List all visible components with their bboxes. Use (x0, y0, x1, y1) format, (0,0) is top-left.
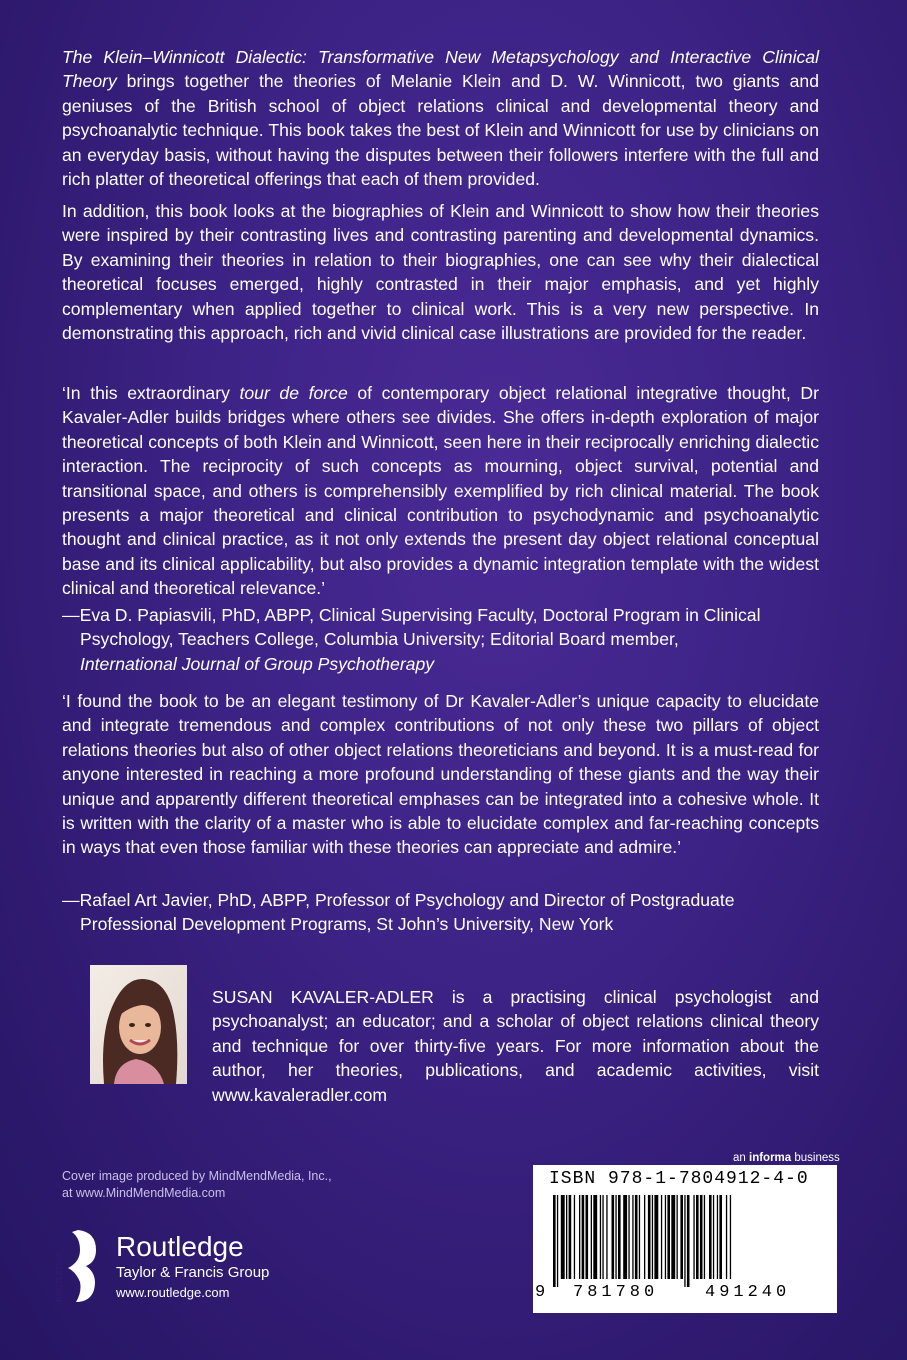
description-paragraph-2 (62, 199, 819, 345)
barcode-digit-group-1: 781780 (573, 1283, 659, 1302)
informa-prefix: an (733, 1152, 749, 1164)
barcode-icon (549, 1195, 825, 1287)
description-paragraph-1 (62, 45, 819, 191)
endorsement-attribution-2 (62, 888, 819, 937)
cover-credit-line-2: at www.MindMendMedia.com (62, 1186, 226, 1200)
publisher-name: Routledge (116, 1231, 244, 1262)
quote2-text: ‘I found the book to be an elegant testimony of Dr Kavaler-Adler’s unique capacity to elucidate and integrate tremendous and complex contributions of not only these two pillars of object relations theories but also of other object relations theoreticians and beyond. It is a must-read for anyone interested in reaching a more profound understanding of these giants and the way their unique and apparently different theoretical emphases can be integrated into a cohesive whole. It is written with the clarity of a master who is able to elucidate complex and far-reaching concepts in ways that even those familiar with these theories can appreciate and admire.’ (62, 691, 819, 858)
quote1-attribution: —Eva D. Papiasvili, PhD, ABPP, Clinical Supervising Faculty, Doctoral Program in Clinical Psychology, Teachers College, Columbia University; Editorial Board member, (62, 605, 761, 650)
publisher-group: Taylor & Francis Group (116, 1264, 270, 1281)
publisher-website: www.routledge.com (116, 1285, 230, 1300)
quote1-before: ‘In this extraordinary (62, 383, 240, 403)
quote1-journal: International Journal of Group Psychotherapy (80, 653, 435, 674)
description-p2-text: In addition, this book looks at the biographies of Klein and Winnicott to show how their theories were inspired by their contrasting lives and contrasting parenting and developmental dynamics. By examining their theories in relation to their biographies, one can see why their dialectical theoretical focuses emerged, highly contrasted in their major emphasis, and yet highly complementary when applied together to clinical work. This is a very new perspective. In demonstrating this approach, rich and vivid clinical case illustrations are provided for the reader. (62, 201, 819, 344)
book-title-italic: The Klein–Winnicott Dialectic: Transformative New Metapsychology and Interactive Clinical Theory (62, 47, 819, 92)
endorsement-quote-1 (62, 381, 819, 601)
cover-credit-line-1: Cover image produced by MindMendMedia, Inc., (62, 1169, 332, 1183)
quote2-attribution: —Rafael Art Javier, PhD, ABPP, Professor of Psychology and Director of Postgraduate Professional Development Programs, St John’s University, New York (62, 890, 735, 935)
informa-bold: informa (749, 1152, 792, 1164)
description-p1-body: brings together the theories of Melanie Klein and D. W. Winnicott, two giants and geniuses of the British school of object relations clinical and developmental theory and psychoanalytic technique. This book takes the best of Klein and Winnicott for use by clinicians on an everyday basis, without having the disputes between their followers interfere with the full and rich platter of theoretical offerings that each of them provided. (62, 71, 819, 190)
author-photo (90, 965, 187, 1084)
barcode-digits (533, 1283, 837, 1307)
spine-mark: ROUTLEDGE (55, 1251, 64, 1302)
publisher-logo (56, 1228, 316, 1308)
barcode-box (533, 1165, 837, 1313)
informa-tagline (733, 1152, 840, 1164)
quote1-italic: tour de force (239, 383, 348, 403)
isbn-label: ISBN 978-1-7804912-4-0 (549, 1169, 809, 1189)
barcode-digit-lead: 9 (535, 1283, 546, 1302)
cover-credit (62, 1168, 332, 1202)
routledge-mark-icon (56, 1228, 100, 1304)
barcode-digit-group-2: 491240 (705, 1283, 791, 1302)
quote1-after: of contemporary object relational integrative thought, Dr Kavaler-Adler builds bridges where others see divides. She offers in-depth exploration of major theoretical concepts of both Klein and Winnicott, seen here in their reciprocally enriching dialectic interaction. The reciprocity of such concepts as mourning, object survival, potential and transitional space, and others is comprehensibly exemplified by rich clinical material. The book presents a major theoretical and clinical contribution to psychodynamic and psychoanalytic thought and clinical practice, as it not only extends the present day object relational conceptual base and its clinical applicability, but also provides a dynamic integration template with the widest clinical and theoretical relevance.’ (62, 383, 819, 599)
author-bio: SUSAN KAVALER-ADLER is a practising clinical psychologist and psychoanalyst; an educator; and a scholar of object relations clinical theory and technique for over thirty-five years. For more information about the author, her theories, publications, and academic activities, visit www.kavaleradler.com (212, 987, 819, 1105)
informa-suffix: business (791, 1152, 840, 1164)
endorsement-attribution-1 (62, 603, 819, 676)
endorsement-quote-2 (62, 689, 819, 860)
